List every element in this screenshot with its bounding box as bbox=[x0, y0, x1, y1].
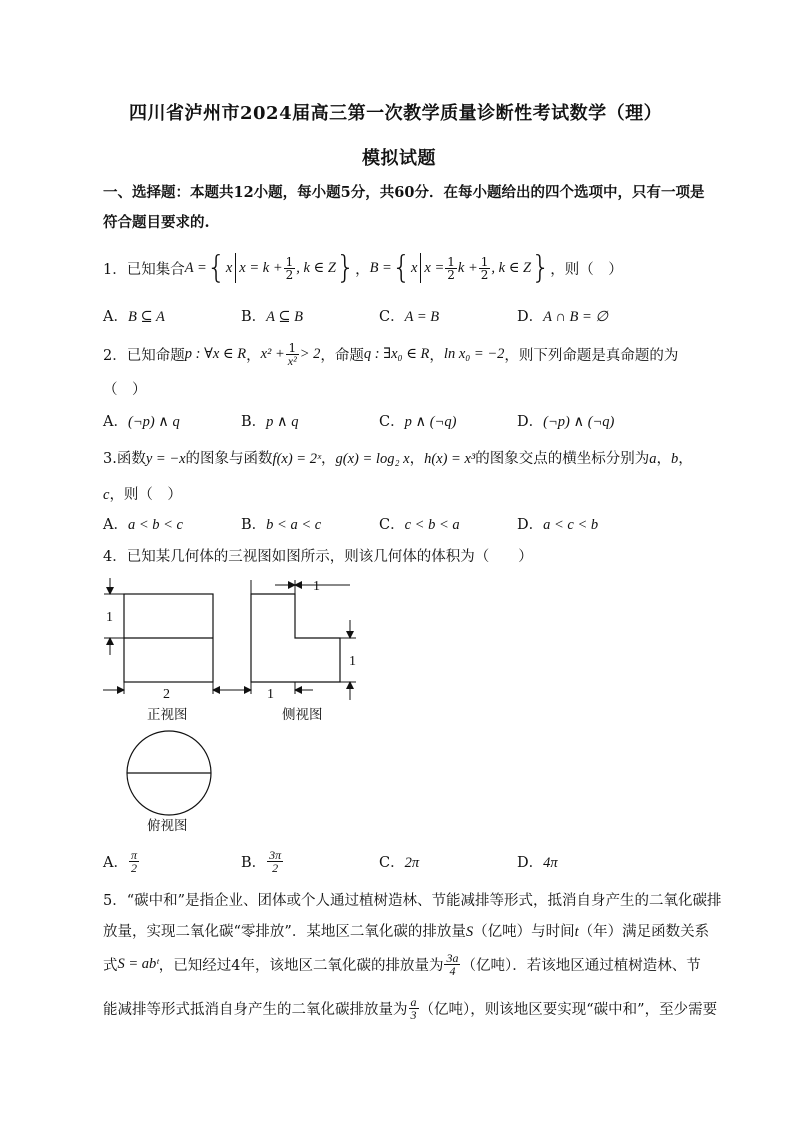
front-width-label: 2 bbox=[163, 687, 170, 702]
q1-suffix: ，则（ ） bbox=[550, 261, 623, 278]
q1-setA-name: A = bbox=[184, 259, 207, 276]
q4-option-b[interactable] bbox=[241, 843, 284, 879]
option-label: B． bbox=[241, 517, 267, 533]
side-right-label: 1 bbox=[349, 654, 356, 669]
question-3 bbox=[103, 447, 693, 468]
option-text: (¬p) ∧ q bbox=[127, 414, 180, 430]
q1-frac-den: 2 bbox=[480, 267, 489, 282]
option-label: D． bbox=[517, 309, 544, 325]
q5-var-s: S bbox=[465, 924, 474, 940]
option-label: D． bbox=[517, 414, 544, 430]
q5-text: 式 bbox=[103, 957, 118, 974]
question-5-line3 bbox=[103, 946, 701, 982]
q3-option-c[interactable] bbox=[379, 513, 460, 534]
q1-setB-mid: k + bbox=[457, 259, 478, 276]
q1-frac-den: 2 bbox=[285, 267, 294, 282]
q2-suffix: ，则下列命题是真命题的为 bbox=[504, 347, 679, 364]
q2-frac-den: x² bbox=[287, 353, 297, 368]
front-height-label: 1 bbox=[106, 610, 113, 625]
q1-frac-num: 1 bbox=[480, 254, 489, 269]
brace-close-icon: } bbox=[335, 249, 356, 286]
option-label: B． bbox=[241, 854, 267, 871]
option-label: A． bbox=[103, 517, 128, 533]
q4-b-fraction bbox=[267, 849, 283, 874]
q2-ln-expr: ln x₀ = −2 bbox=[443, 345, 505, 362]
brace-close-icon: } bbox=[531, 249, 551, 286]
q2-option-b[interactable] bbox=[241, 410, 299, 431]
frac-den: 4 bbox=[449, 963, 456, 978]
brace-icon: { bbox=[206, 249, 226, 286]
q1-setA-expr: x = k + bbox=[239, 259, 283, 276]
side-view-label: 侧视图 bbox=[282, 707, 323, 723]
option-label: C． bbox=[379, 855, 405, 871]
q1-option-d[interactable] bbox=[517, 305, 608, 326]
q3-sep: ， bbox=[409, 451, 425, 467]
option-text: p ∧ q bbox=[266, 414, 299, 430]
option-text: B ⊆ A bbox=[127, 309, 165, 325]
q1-option-c[interactable] bbox=[379, 305, 439, 326]
q2-options bbox=[103, 410, 703, 430]
q2-comma: ， bbox=[429, 347, 444, 364]
q3-option-a[interactable] bbox=[103, 513, 183, 534]
page-title: 四川省泸州市2024届高三第一次教学质量诊断性考试数学（理） bbox=[129, 103, 663, 124]
set-bar bbox=[235, 253, 236, 283]
option-text: A = B bbox=[404, 309, 440, 325]
q1-options bbox=[103, 305, 703, 325]
q3-fn-y: y = −x bbox=[145, 451, 186, 467]
q4-option-a[interactable] bbox=[103, 843, 140, 879]
q2-prefix: 2．已知命题 bbox=[103, 347, 185, 364]
q5-text: （亿吨），则该地区要实现“碳中和”，至少需要 bbox=[419, 1001, 718, 1018]
option-text: A ∩ B = ∅ bbox=[543, 309, 608, 325]
option-label: A． bbox=[103, 414, 128, 430]
section-heading-cont: 符合题目要求的. bbox=[103, 214, 210, 231]
top-view bbox=[127, 731, 211, 815]
frac-num: 3π bbox=[269, 847, 282, 862]
frac-num: π bbox=[130, 847, 137, 862]
q3-mid1: 的图象与函数 bbox=[185, 451, 273, 467]
q5-text: ，已知经过4年，该地区二氧化碳的排放量为 bbox=[158, 957, 444, 974]
q2-frac-num: 1 bbox=[286, 342, 299, 355]
q3-sep: ， bbox=[678, 451, 693, 467]
option-label: C． bbox=[379, 414, 405, 430]
option-label: A． bbox=[103, 854, 128, 871]
q1-fraction-b1 bbox=[445, 256, 457, 281]
q1-setB-name: B = bbox=[369, 259, 392, 276]
set-bar bbox=[420, 253, 421, 283]
q3-sep: ， bbox=[321, 451, 336, 467]
q4-options bbox=[103, 843, 703, 879]
q1-fraction-b2 bbox=[479, 256, 491, 281]
option-label: A． bbox=[103, 309, 128, 325]
q1-setB-expr-end: , k ∈ Z bbox=[491, 259, 532, 276]
front-view-label: 正视图 bbox=[147, 707, 188, 723]
q5-var-t: t bbox=[574, 924, 579, 940]
question-3-cont bbox=[103, 483, 182, 504]
q3-option-b[interactable] bbox=[241, 513, 321, 534]
q1-option-a[interactable] bbox=[103, 305, 165, 326]
option-text: A ⊆ B bbox=[266, 309, 304, 325]
side-view bbox=[251, 594, 340, 682]
q3-fn-f: f(x) = 2ˣ bbox=[272, 451, 322, 467]
frac-den: 2 bbox=[130, 860, 137, 875]
q3-var-a: a bbox=[649, 451, 657, 467]
q2-option-a[interactable] bbox=[103, 410, 180, 431]
q4-option-d[interactable] bbox=[517, 851, 558, 872]
q1-frac-den: 2 bbox=[447, 267, 455, 282]
q1-setA-var: x bbox=[225, 259, 233, 276]
option-text: c < b < a bbox=[404, 517, 460, 533]
q2-ineq-start: x² + bbox=[260, 345, 285, 362]
q1-setB-var: x bbox=[410, 259, 418, 276]
option-text: 4π bbox=[543, 855, 558, 871]
top-view-label: 俯视图 bbox=[147, 818, 188, 834]
q4-option-c[interactable] bbox=[379, 851, 419, 872]
q5-fraction-a3 bbox=[409, 996, 419, 1021]
q1-frac-num: 1 bbox=[447, 254, 455, 269]
q2-paren: （ ） bbox=[103, 382, 147, 398]
option-text: a < b < c bbox=[127, 517, 183, 533]
front-view bbox=[124, 594, 213, 682]
q3-var-b: b bbox=[670, 451, 679, 467]
q2-p-expr: p : ∀x ∈ R bbox=[184, 345, 247, 362]
frac-num: 3a bbox=[446, 950, 459, 965]
q2-option-c[interactable] bbox=[379, 410, 456, 431]
q2-fraction bbox=[286, 342, 299, 367]
question-2 bbox=[103, 338, 678, 370]
frac-den: 2 bbox=[272, 860, 279, 875]
side-top-label: 1 bbox=[313, 579, 320, 594]
q3-sep: ， bbox=[656, 451, 671, 467]
q2-option-d[interactable] bbox=[517, 410, 614, 431]
q2-q-prefix: ，命题 bbox=[320, 347, 364, 364]
q1-frac-num: 1 bbox=[285, 254, 294, 269]
q3-option-d[interactable] bbox=[517, 513, 598, 534]
option-label: C． bbox=[379, 309, 405, 325]
q1-setB-expr: x = bbox=[424, 259, 445, 276]
q2-comma: ， bbox=[246, 347, 261, 364]
q5-text: 放量，实现二氧化碳“零排放”．某地区二氧化碳的排放量 bbox=[103, 924, 466, 940]
frac-num: a bbox=[410, 994, 417, 1009]
option-label: C． bbox=[379, 517, 405, 533]
q1-setA-expr-end: , k ∈ Z bbox=[296, 259, 336, 276]
q1-fraction bbox=[284, 256, 296, 281]
side-bottom-label: 1 bbox=[267, 687, 274, 702]
question-1 bbox=[103, 250, 623, 286]
side-top-dim bbox=[251, 580, 350, 594]
q5-formula: S = abᵗ bbox=[117, 955, 159, 972]
q4-a-fraction bbox=[129, 849, 139, 874]
option-label: B． bbox=[241, 414, 267, 430]
question-5-line2 bbox=[103, 920, 709, 941]
q5-text: （年）满足函数关系 bbox=[578, 924, 710, 940]
q2-q-expr: q : ∃x₀ ∈ R bbox=[363, 345, 430, 362]
q5-text: （亿吨）．若该地区通过植树造林、节 bbox=[461, 957, 701, 974]
option-text: b < a < c bbox=[266, 517, 322, 533]
option-label: D． bbox=[517, 855, 544, 871]
question-5-line1: 5．“碳中和”是指企业、团体或个人通过植树造林、节能减排等形式，抵消自身产生的二氧化碳排 bbox=[103, 893, 722, 909]
option-text: (¬p) ∧ (¬q) bbox=[543, 414, 615, 430]
option-text: 2π bbox=[404, 855, 420, 871]
q3-mid2: 的图象交点的横坐标分别为 bbox=[475, 451, 650, 467]
q5-fraction-3a4 bbox=[444, 952, 460, 977]
page-subtitle: 模拟试题 bbox=[362, 148, 436, 169]
option-text: a < c < b bbox=[543, 517, 599, 533]
q3-fn-h: h(x) = x³ bbox=[424, 451, 476, 467]
q3-suffix: ，则（ ） bbox=[109, 487, 182, 503]
q1-prefix: 1．已知集合 bbox=[103, 261, 185, 278]
option-text: p ∧ (¬q) bbox=[404, 414, 457, 430]
q1-sep: ， bbox=[355, 261, 370, 278]
q3-var-c: c bbox=[103, 487, 110, 503]
question-4: 4．已知某几何体的三视图如图所示，则该几何体的体积为（ ） bbox=[103, 549, 533, 565]
brace-icon: { bbox=[391, 249, 411, 286]
q5-text: 能减排等形式抵消自身产生的二氧化碳排放量为 bbox=[103, 1001, 408, 1018]
q3-options bbox=[103, 513, 703, 533]
q5-text: （亿吨）与时间 bbox=[473, 924, 575, 940]
q2-ineq-end: > 2 bbox=[299, 345, 321, 362]
option-label: B． bbox=[241, 309, 267, 325]
frac-den: 3 bbox=[410, 1007, 417, 1022]
q3-fn-g: g(x) = log₂ x bbox=[335, 451, 410, 467]
q3-prefix: 3.函数 bbox=[103, 451, 146, 467]
option-label: D． bbox=[517, 517, 544, 533]
q1-option-b[interactable] bbox=[241, 305, 303, 326]
question-5-line4 bbox=[103, 990, 717, 1026]
three-view-figure bbox=[95, 570, 385, 840]
section-heading: 一、选择题：本题共12小题，每小题5分，共60分．在每小题给出的四个选项中，只有一项是 bbox=[103, 184, 705, 201]
